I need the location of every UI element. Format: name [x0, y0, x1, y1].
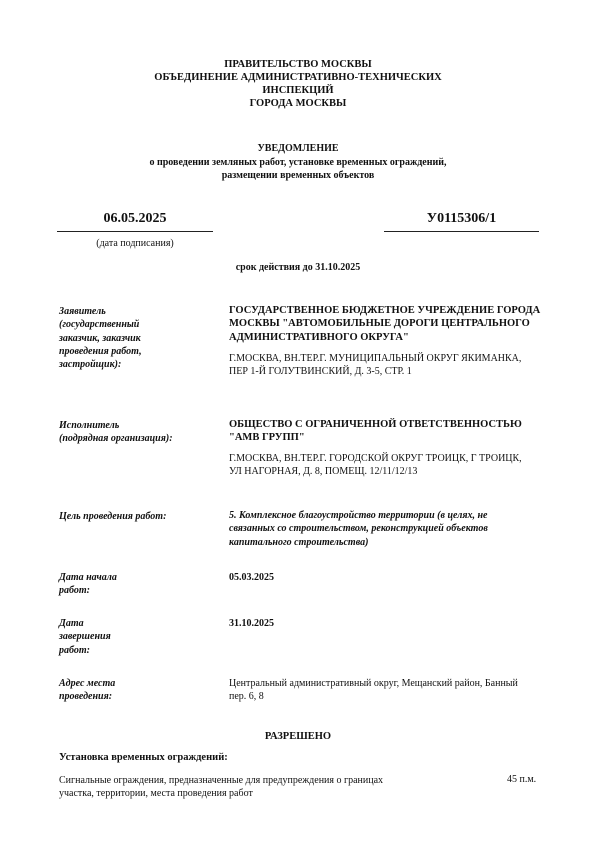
fences-description: Сигнальные ограждения, предназначенные для предупреждения о границах участка, территории, места проведения работ — [59, 775, 384, 800]
applicant-address: Г.МОСКВА, ВН.ТЕР.Г. МУНИЦИПАЛЬНЫЙ ОКРУГ ЯКИМАНКА, ПЕР 1-Й ГОЛУТВИНСКИЙ, Д. 3-5, СТР. 1 — [229, 353, 522, 378]
notice-subtitle: размещении временных объектов — [221, 170, 375, 181]
validity-period: срок действия до 31.10.2025 — [235, 262, 361, 273]
contractor-name: ОБЩЕСТВО С ОГРАНИЧЕННОЙ ОТВЕТСТВЕННОСТЬЮ "АМВ ГРУПП" — [229, 419, 522, 444]
signing-date-underline — [57, 231, 213, 232]
document-number: У0115306/1 — [426, 211, 497, 226]
permitted-heading: РАЗРЕШЕНО — [264, 731, 332, 742]
contractor-address: Г.МОСКВА, ВН.ТЕР.Г. ГОРОДСКОЙ ОКРУГ ТРОИЦК, Г ТРОИЦК, УЛ НАГОРНАЯ, Д. 8, ПОМЕЩ. 12/11/12/13 — [229, 453, 522, 478]
end-date-value: 31.10.2025 — [229, 618, 274, 629]
signing-date: 06.05.2025 — [103, 211, 167, 226]
header-line: ОБЪЕДИНЕНИЕ АДМИНИСТРАТИВНО-ТЕХНИЧЕСКИХ — [154, 72, 442, 83]
applicant-name: ГОСУДАРСТВЕННОЕ БЮДЖЕТНОЕ УЧРЕЖДЕНИЕ ГОРОДА МОСКВЫ "АВТОМОБИЛЬНЫЕ ДОРОГИ ЦЕНТРАЛЬНОГО АДМИНИСТРАТИВНОГО ОКРУГА" — [229, 305, 541, 343]
applicant-label: Заявитель (государственный заказчик, заказчик проведения работ, застройщик): — [59, 306, 142, 371]
contractor-label: Исполнитель (подрядная организация): — [59, 420, 173, 445]
location-label: Адрес места проведения: — [59, 678, 116, 703]
end-date-label: Дата завершения работ: — [59, 618, 111, 656]
purpose-label: Цель проведения работ: — [59, 511, 167, 522]
issuer-header — [0, 58, 596, 110]
notice-subtitle: о проведении земляных работ, установке временных ограждений, — [149, 156, 447, 168]
notice-title-block — [0, 142, 596, 183]
signing-date-caption: (дата подписания) — [96, 238, 174, 249]
document-number-underline — [384, 231, 539, 232]
header-line: ИНСПЕКЦИЙ — [262, 85, 334, 96]
location-value: Центральный административный округ, Мещанский район, Банный пер. 6, 8 — [229, 678, 518, 703]
purpose-value: 5. Комплексное благоустройство территории (в целях, не связанных со строительством, реконструкцией объектов капитального строительства) — [229, 510, 488, 548]
fences-title: Установка временных ограждений: — [59, 752, 228, 763]
notice-title: УВЕДОМЛЕНИЕ — [257, 143, 339, 154]
header-line: ГОРОДА МОСКВЫ — [249, 98, 347, 109]
start-date-label: Дата начала работ: — [59, 572, 117, 597]
fences-quantity: 45 п.м. — [507, 774, 537, 785]
header-line: ПРАВИТЕЛЬСТВО МОСКВЫ — [224, 59, 372, 70]
start-date-value: 05.03.2025 — [229, 572, 274, 583]
